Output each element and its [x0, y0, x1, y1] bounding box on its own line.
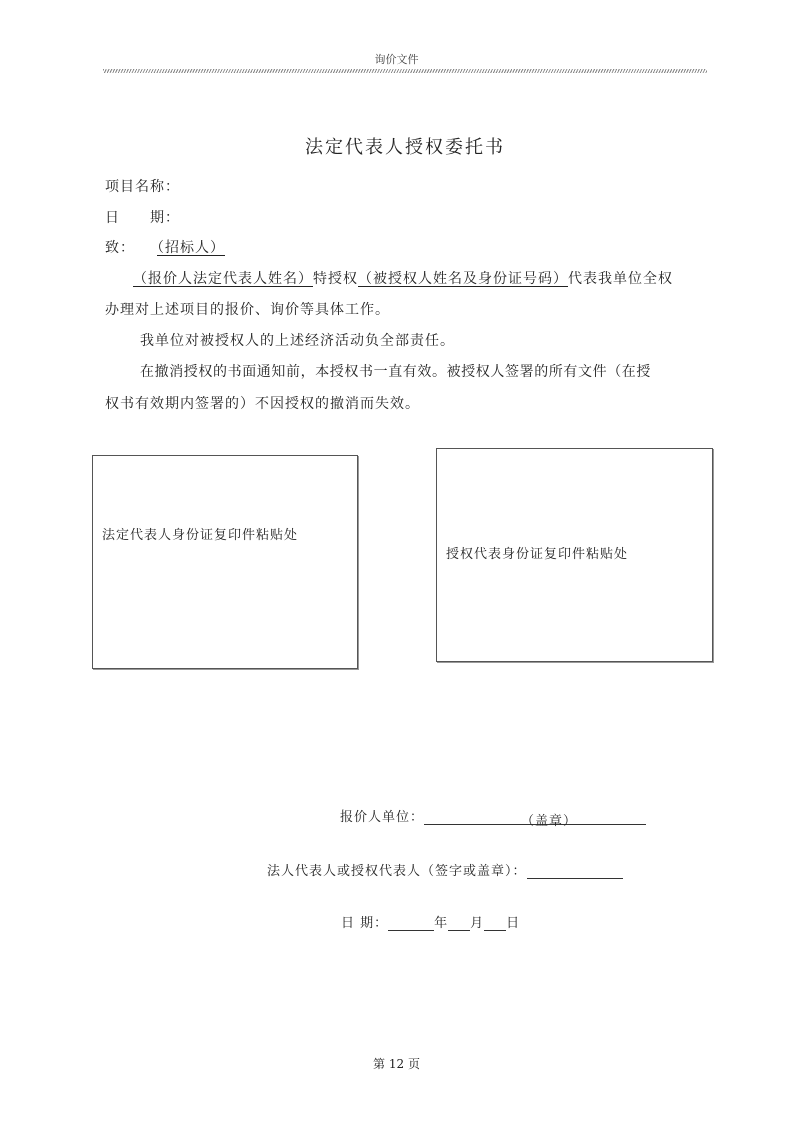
date-signature-line — [341, 912, 520, 931]
legal-rep-id-label: 法定代表人身份证复印件粘贴处 — [102, 528, 299, 543]
rep-label: 法人代表人或授权代表人（签字或盖章）： — [267, 864, 527, 879]
page-number: 第 12 页 — [373, 1057, 420, 1071]
paragraph-1-cont: 办理对上述项目的报价、询价等具体工作。 — [105, 302, 390, 318]
legal-rep-name-field: （报价人法定代表人姓名） — [133, 271, 313, 287]
text: 代表我单位全权 — [568, 271, 673, 287]
year-label: 年 — [434, 916, 449, 931]
to-label: 致： — [105, 240, 135, 256]
year-field — [388, 916, 434, 931]
bidder-line — [340, 806, 646, 829]
header-divider — [103, 69, 707, 73]
authorized-person-field: （被授权人姓名及身份证号码） — [358, 271, 568, 287]
to-value: （招标人） — [157, 240, 225, 256]
paragraph-1 — [133, 268, 673, 288]
paragraph-3-cont: 权书有效期内签署的）不因授权的撤消而失效。 — [105, 396, 420, 412]
rep-signature-field — [527, 864, 623, 879]
bidder-seal-field — [424, 810, 646, 829]
running-header: 询价文件 — [374, 53, 419, 66]
authorized-rep-id-paste-box — [436, 448, 713, 662]
sign-date-label: 日 期： — [341, 916, 389, 931]
paragraph-2: 我单位对被授权人的上述经济活动负全部责任。 — [140, 333, 455, 349]
day-label: 日 — [506, 916, 521, 931]
rep-signature-line — [267, 860, 623, 879]
day-field — [484, 916, 506, 931]
authorized-rep-id-label: 授权代表身份证复印件粘贴处 — [446, 547, 629, 562]
to-line — [105, 237, 243, 257]
month-field — [448, 916, 470, 931]
legal-rep-id-paste-box — [92, 455, 358, 669]
project-name-label: 项目名称： — [105, 179, 180, 195]
month-label: 月 — [470, 916, 485, 931]
date-label: 日 期： — [105, 210, 180, 226]
bidder-label: 报价人单位： — [340, 810, 425, 825]
seal-note: （盖章） — [521, 814, 578, 829]
text: 特授权 — [313, 271, 358, 287]
document-title: 法定代表人授权委托书 — [305, 137, 505, 158]
paragraph-3: 在撤消授权的书面通知前，本授权书一直有效。被授权人签署的所有文件（在授 — [140, 364, 651, 380]
